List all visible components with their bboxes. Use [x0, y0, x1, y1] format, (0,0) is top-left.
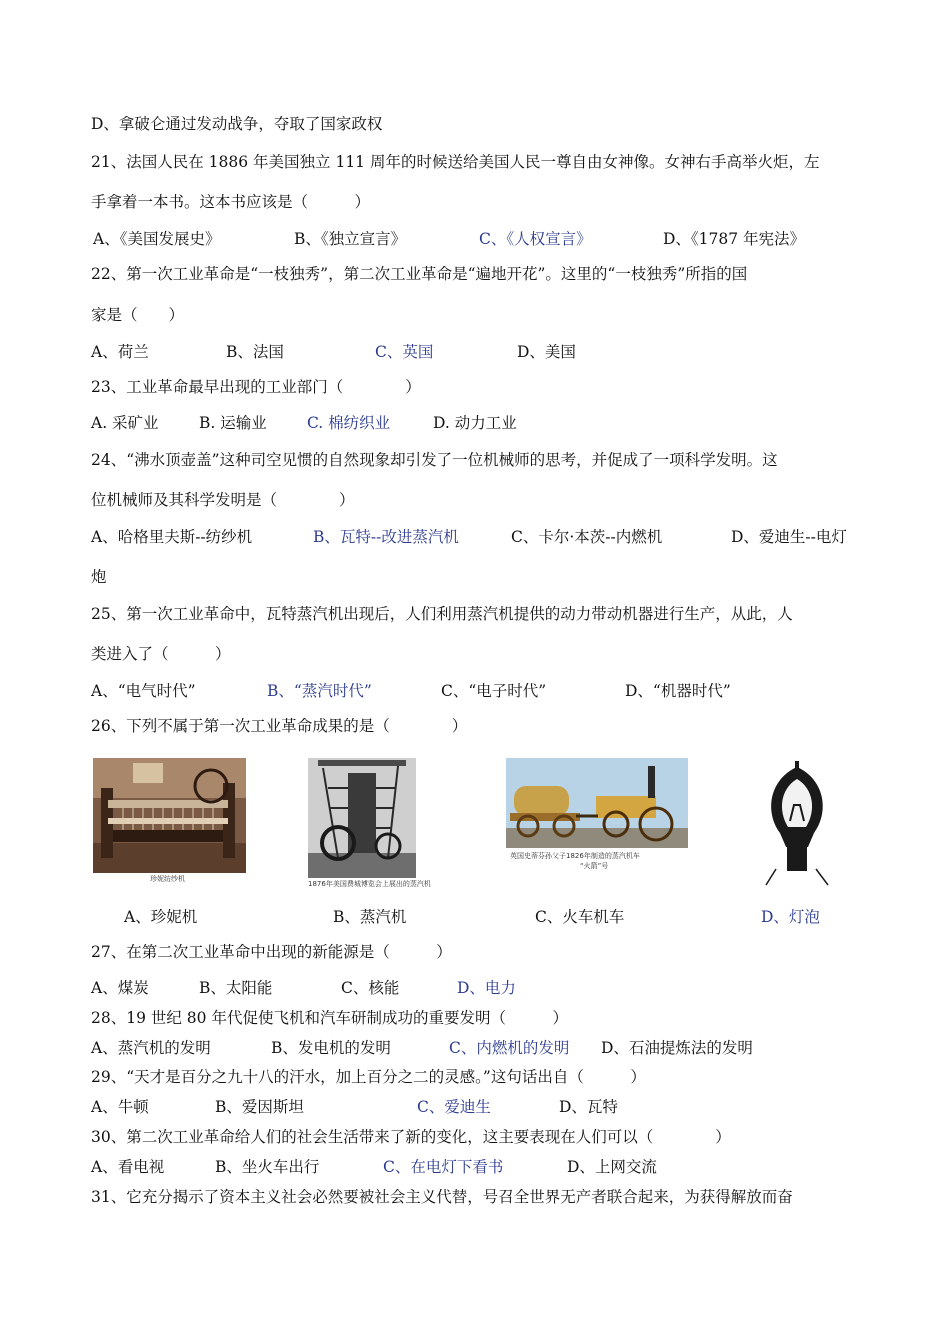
option-c-answer: C. 棉纺织业: [307, 414, 391, 432]
q29-stem: 29、“天才是百分之九十八的汗水，加上百分之二的灵感。”这句话出自（ ）: [91, 1068, 646, 1086]
option-d: D、爱迪生--电灯: [731, 528, 847, 546]
option-c-answer: C、在电灯下看书: [383, 1158, 504, 1176]
option-c-answer: C、内燃机的发明: [449, 1039, 570, 1057]
option-a: A、煤炭: [91, 979, 149, 997]
q21-stem-1: 21、法国人民在 1886 年美国独立 111 周年的时候送给美国人民一尊自由女神像。女神右手高举火炬，左: [91, 153, 820, 171]
option-b: B、太阳能: [199, 979, 273, 997]
q24-option-d-wrap: 炮: [91, 568, 107, 586]
q28-stem: 28、19 世纪 80 年代促使飞机和汽车研制成功的重要发明（ ）: [91, 1009, 568, 1027]
option-d-answer: D、电力: [457, 979, 516, 997]
option-b: B. 运输业: [199, 414, 267, 432]
q25-stem-2: 类进入了（ ）: [91, 645, 231, 663]
q20-option-d: D、拿破仑通过发动战争，夺取了国家政权: [91, 115, 383, 133]
q26-stem: 26、下列不属于第一次工业革命成果的是（ ）: [91, 717, 468, 735]
option-d: D、上网交流: [567, 1158, 657, 1176]
option-a: A、牛顿: [91, 1098, 149, 1116]
option-b-answer: B、“蒸汽时代”: [267, 682, 372, 700]
caption-locomotive-1: 英国史蒂芬孙父子1826年制造的蒸汽机车: [510, 852, 640, 860]
option-c: C、“电子时代”: [441, 682, 547, 700]
option-a: A、蒸汽机的发明: [91, 1039, 211, 1057]
option-a: A、《美国发展史》: [93, 230, 221, 248]
rocket-locomotive-photo: [506, 758, 688, 848]
q25-stem-1: 25、第一次工业革命中，瓦特蒸汽机出现后，人们利用蒸汽机提供的动力带动机器进行生产，从此，人: [91, 605, 793, 623]
q22-stem-1: 22、第一次工业革命是“一枝独秀”，第二次工业革命是“遍地开花”。这里的“一枝独秀”所指的国: [91, 265, 748, 283]
option-d: D、石油提炼法的发明: [601, 1039, 753, 1057]
option-a: A、哈格里夫斯--纺纱机: [91, 528, 253, 546]
option-d-answer: D、灯泡: [761, 908, 820, 926]
q24-stem-2: 位机械师及其科学发明是（ ）: [91, 491, 355, 509]
option-b: B、发电机的发明: [271, 1039, 391, 1057]
option-b: B、《独立宣言》: [294, 230, 407, 248]
caption-spinning-jenny: 珍妮纺纱机: [150, 875, 185, 883]
option-a: A、看电视: [91, 1158, 165, 1176]
caption-locomotive-2: “火箭”号: [580, 862, 609, 870]
option-a: A、“电气时代”: [91, 682, 196, 700]
option-a: A、荷兰: [91, 343, 149, 361]
option-b-answer: B、瓦特--改进蒸汽机: [313, 528, 459, 546]
option-b: B、爱因斯坦: [215, 1098, 304, 1116]
option-d: D、《1787 年宪法》: [663, 230, 806, 248]
q30-stem: 30、第二次工业革命给人们的社会生活带来了新的变化，这主要表现在人们可以（ ）: [91, 1128, 731, 1146]
option-d: D、美国: [517, 343, 576, 361]
q24-stem-1: 24、“沸水顶壶盖”这种司空见惯的自然现象却引发了一位机械师的思考，并促成了一项科学发明。这: [91, 451, 778, 469]
option-c-answer: C、英国: [375, 343, 434, 361]
option-a: A、珍妮机: [124, 908, 198, 926]
option-b: B、法国: [226, 343, 284, 361]
option-c: C、卡尔·本茨--内燃机: [511, 528, 663, 546]
spinning-jenny-photo: [93, 758, 246, 873]
option-d: D、瓦特: [559, 1098, 618, 1116]
option-b: B、蒸汽机: [333, 908, 407, 926]
option-c-answer: C、《人权宣言》: [479, 230, 592, 248]
option-d: D. 动力工业: [433, 414, 517, 432]
q22-stem-2: 家是（ ）: [91, 306, 185, 324]
option-c: C、火车机车: [535, 908, 625, 926]
light-bulb-drawing: [756, 761, 838, 887]
option-a: A. 采矿业: [91, 414, 159, 432]
option-d: D、“机器时代”: [625, 682, 731, 700]
steam-engine-photo: [308, 758, 416, 878]
option-c: C、核能: [341, 979, 400, 997]
option-c-answer: C、爱迪生: [417, 1098, 491, 1116]
q31-stem: 31、它充分揭示了资本主义社会必然要被社会主义代替，号召全世界无产者联合起来，为获得解放而奋: [91, 1188, 793, 1206]
q21-stem-2: 手拿着一本书。这本书应该是（ ）: [91, 193, 371, 211]
option-b: B、坐火车出行: [215, 1158, 320, 1176]
q27-stem: 27、在第二次工业革命中出现的新能源是（ ）: [91, 943, 452, 961]
caption-steam-engine: 1876年美国费城博览会上展出的蒸汽机: [308, 880, 431, 888]
q23-stem: 23、工业革命最早出现的工业部门（ ）: [91, 378, 421, 396]
